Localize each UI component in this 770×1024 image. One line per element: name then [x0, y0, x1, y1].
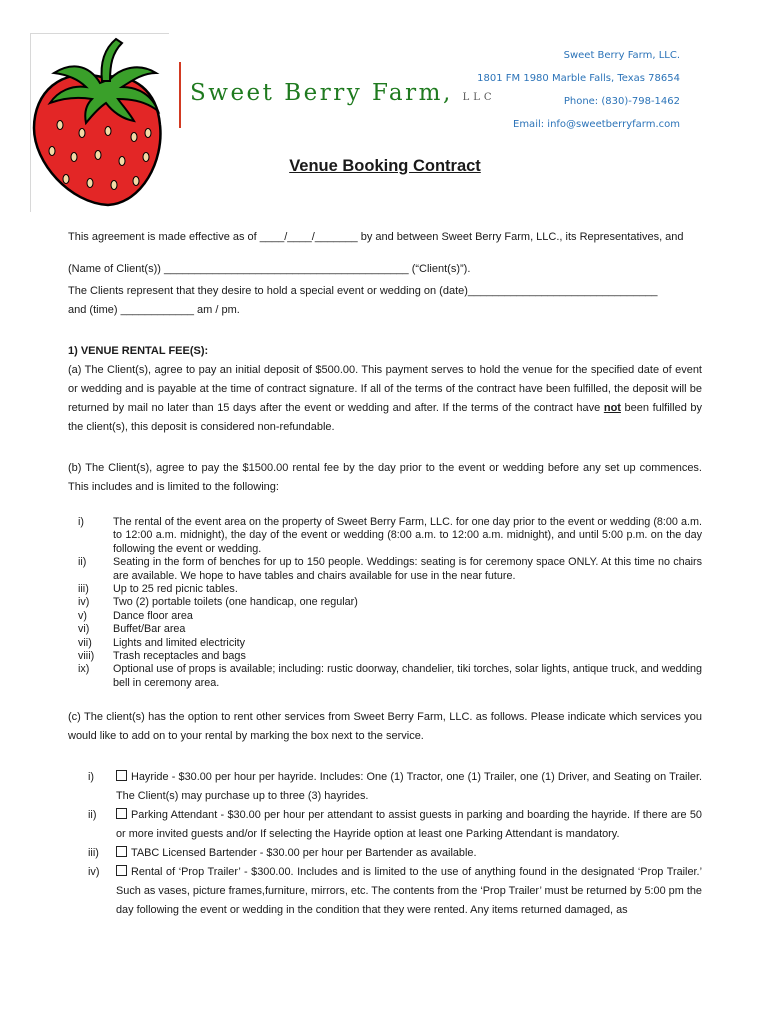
- service-text-block: [116, 863, 702, 920]
- list-item-number: v): [78, 609, 87, 622]
- service-text: Parking Attendant - $30.00 per hour per attendant to assist guests in parking and boarding the hayride. If there are 50 or more invited guests and/or If selecting the Hayride option at least one Parking Attendant is mandatory.: [116, 809, 702, 840]
- list-item-text: Buffet/Bar area: [113, 623, 186, 636]
- service-number: ii): [88, 809, 97, 821]
- list-item-text: Optional use of props is available; including: rustic doorway, chandelier, tiki torches, solar lights, antique truck, and wedding bell in ceremony area.: [113, 663, 702, 689]
- service-item: [68, 768, 702, 806]
- list-item-text: Lights and limited electricity: [113, 636, 246, 649]
- service-text-block: [116, 768, 702, 806]
- contact-company: Sweet Berry Farm, LLC.: [563, 50, 680, 61]
- intro-line-1: This agreement is made effective as of ____/____/_______ by and between Sweet Berry Farm, LLC., its Representatives, and: [68, 231, 684, 243]
- paragraph-a: [68, 361, 702, 437]
- list-item-number: vi): [78, 623, 90, 636]
- included-items-list: [68, 516, 702, 690]
- service-item: [68, 806, 702, 844]
- intro-line-2: (Name of Client(s)) ________________________________________ (“Client(s)”).: [68, 263, 471, 275]
- contact-phone: Phone: (830)-798-1462: [563, 96, 680, 107]
- list-item: [68, 583, 702, 596]
- list-item: [68, 663, 702, 690]
- service-checkbox[interactable]: [116, 865, 127, 876]
- list-item-text: Dance floor area: [113, 609, 193, 622]
- list-item: [68, 596, 702, 609]
- service-checkbox[interactable]: [116, 846, 127, 857]
- service-checkbox[interactable]: [116, 770, 127, 781]
- paragraph-a-text: (a) The Client(s), agree to pay an initial deposit of $500.00. This payment serves to hold the venue for the specified date of event or wedding and is payable at the time of contract signature. If all of the terms of the contract have been fulfilled, the deposit will be returned by mail no later than 15 days after the event or wedding and after. If the terms of the contract have: [68, 364, 702, 414]
- service-item: [68, 844, 702, 863]
- service-text: Rental of ‘Prop Trailer’ - $300.00. Includes and is limited to the use of anything found in the designated ‘Prop Trailer.’ Such as vases, picture frames,furniture, mirrors, etc. The contents from the ‘Prop Trailer’ must be returned by 5:00 pm the day following the event or wedding in the condition that they were rented. Any items returned damaged, as: [116, 866, 702, 916]
- list-item-number: iv): [78, 596, 90, 609]
- header-divider: [179, 62, 181, 128]
- list-item-number: ix): [78, 663, 90, 676]
- service-item: [68, 863, 702, 920]
- section-heading: 1) VENUE RENTAL FEE(S):: [68, 345, 209, 357]
- paragraph-c: (c) The client(s) has the option to rent other services from Sweet Berry Farm, LLC. as follows. Please indicate which services you would like to add on to your rental by marking the box next to the service.: [68, 711, 702, 742]
- contact-address: 1801 FM 1980 Marble Falls, Texas 78654: [477, 73, 680, 84]
- list-item-number: iii): [78, 583, 89, 596]
- paragraph-b: (b) The Client(s), agree to pay the $1500.00 rental fee by the day prior to the event or wedding before any set up commences. This includes and is limited to the following:: [68, 462, 702, 493]
- brand-suffix: LLC: [462, 92, 496, 103]
- service-number: iii): [88, 847, 99, 859]
- list-item: [68, 516, 702, 556]
- service-number: iv): [88, 866, 100, 878]
- list-item-number: i): [78, 516, 84, 528]
- list-item: [68, 637, 702, 650]
- list-item: [68, 610, 702, 623]
- list-item-number: viii): [78, 650, 95, 663]
- list-item-text: Seating in the form of benches for up to 150 people. Weddings: seating is for ceremony space ONLY. At this time no chairs are available. We hope to have tables and chairs available for use in the near future.: [113, 556, 702, 582]
- service-text-block: [116, 806, 702, 844]
- service-checkbox[interactable]: [116, 808, 127, 819]
- paragraph-a-emphasis: not: [603, 402, 621, 414]
- brand-name: Sweet Berry Farm,: [190, 80, 453, 106]
- paragraph-a-end: been fulfilled by the client(s), this deposit is considered non-refundable.: [68, 402, 702, 433]
- service-text: Hayride - $30.00 per hour per hayride. Includes: One (1) Tractor, one (1) Trailer, one (1) Driver, and Seating on Trailer. The Client(s) may purchase up to three (3) hayrides.: [116, 771, 702, 802]
- list-item: [68, 650, 702, 663]
- list-item-text: The rental of the event area on the property of Sweet Berry Farm, LLC. for one day prior to the event or wedding (8:00 a.m. to 12:00 a.m. midnight), the day of the event or wedding (8:00 a.m. to 12:00 a.m. midnight), and until 5:00 p.m. on the day following the event or wedding.: [113, 516, 702, 555]
- strawberry-icon: [30, 33, 170, 213]
- list-item-number: vii): [78, 636, 92, 649]
- list-item: [68, 556, 702, 583]
- list-item-text: Trash receptacles and bags: [113, 650, 246, 663]
- contact-block: [477, 44, 680, 136]
- service-number: i): [88, 771, 95, 783]
- optional-services-list: [68, 768, 702, 920]
- service-text-block: [116, 844, 702, 863]
- list-item: [68, 623, 702, 636]
- document-title: Venue Booking Contract: [289, 157, 481, 175]
- brand-logotype: [190, 80, 496, 106]
- contact-email[interactable]: Email: info@sweetberryfarm.com: [513, 119, 680, 130]
- list-item-text: Up to 25 red picnic tables.: [113, 583, 238, 596]
- list-item-text: Two (2) portable toilets (one handicap, one regular): [113, 596, 358, 609]
- list-item-number: ii): [78, 556, 87, 569]
- service-text: TABC Licensed Bartender - $30.00 per hour per Bartender as available.: [131, 847, 477, 859]
- intro-line-3: The Clients represent that they desire to hold a special event or wedding on (date)_______________________________: [68, 285, 658, 297]
- intro-line-4: and (time) ____________ am / pm.: [68, 304, 240, 316]
